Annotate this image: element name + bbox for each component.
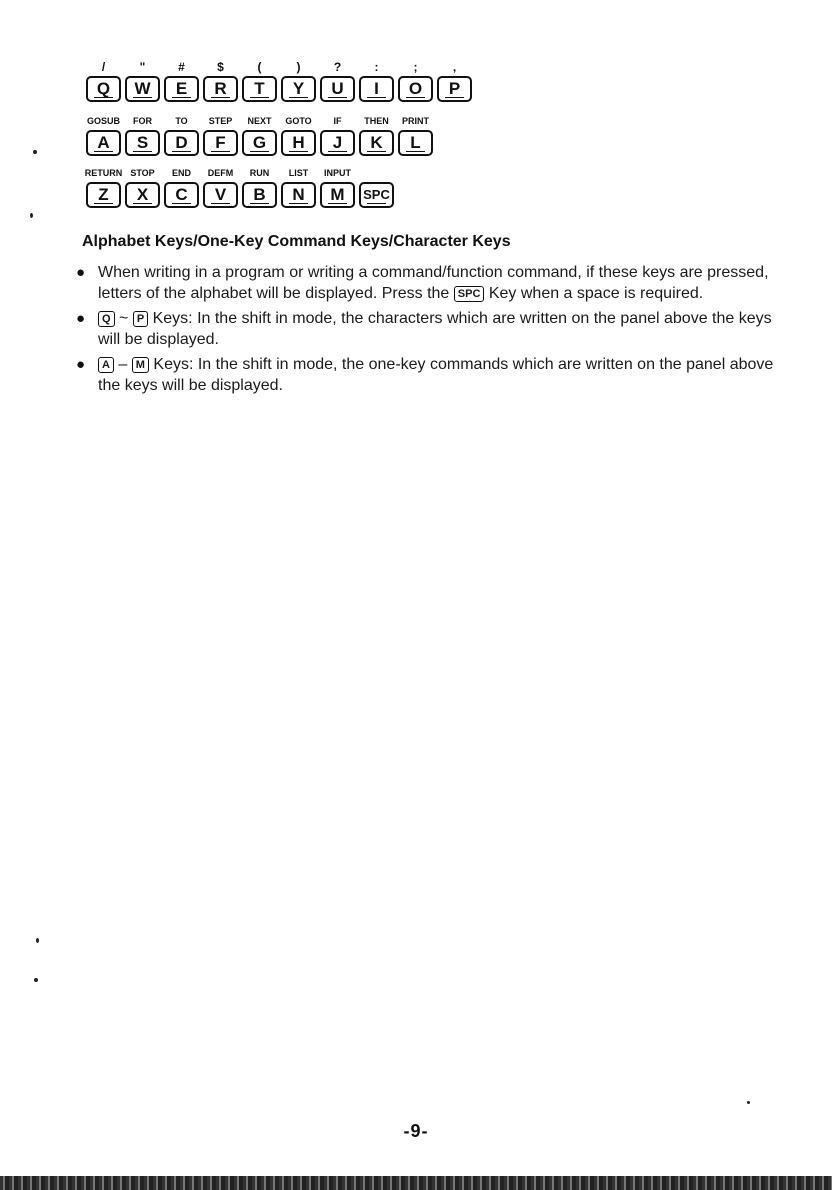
key-shift-label: END	[171, 168, 191, 178]
key-cell	[240, 58, 279, 102]
range-separator: –	[118, 356, 128, 373]
key-cell	[240, 164, 279, 208]
bullet-text: Keys: In the shift in mode, the characters which are written on the panel above the keys will be displayed.	[98, 310, 772, 348]
key-shift-label: NEXT	[247, 116, 272, 126]
key-cell	[201, 58, 240, 102]
key-shift-label: (	[257, 60, 262, 74]
key-shift-label: /	[101, 60, 106, 74]
key-cell	[318, 112, 357, 156]
key-a: A	[86, 130, 121, 156]
key-cell	[84, 164, 123, 208]
key-cell	[396, 58, 435, 102]
key-s: S	[125, 130, 160, 156]
bullet-item-character-keys	[76, 308, 786, 350]
key-q: Q	[86, 76, 121, 102]
key-y: Y	[281, 76, 316, 102]
key-r: R	[203, 76, 238, 102]
key-p: P	[437, 76, 472, 102]
scan-speck	[30, 213, 33, 218]
key-spc: SPC	[359, 182, 394, 208]
key-shift-label: ,	[452, 60, 457, 74]
key-cell	[162, 58, 201, 102]
key-cell	[435, 58, 474, 102]
key-g: G	[242, 130, 277, 156]
section-heading: Alphabet Keys/One-Key Command Keys/Character Keys	[82, 233, 511, 250]
key-d: D	[164, 130, 199, 156]
key-cell	[240, 112, 279, 156]
key-o: O	[398, 76, 433, 102]
q-key-icon: Q	[98, 311, 115, 327]
key-cell	[357, 164, 396, 208]
m-key-icon: M	[132, 357, 149, 373]
key-cell	[123, 164, 162, 208]
key-k: K	[359, 130, 394, 156]
bullet-item-alphabet	[76, 262, 786, 304]
key-shift-label: THEN	[364, 116, 389, 126]
key-shift-label: GOSUB	[86, 116, 120, 126]
key-shift-label: RUN	[249, 168, 270, 178]
keyboard-row-3	[84, 164, 396, 208]
key-shift-label: GOTO	[285, 116, 312, 126]
key-cell	[318, 58, 357, 102]
key-j: J	[320, 130, 355, 156]
a-key-icon: A	[98, 357, 114, 373]
key-shift-label: :	[374, 60, 379, 74]
key-v: V	[203, 182, 238, 208]
key-cell	[357, 112, 396, 156]
key-n: N	[281, 182, 316, 208]
key-shift-label: $	[217, 60, 224, 74]
key-cell	[201, 112, 240, 156]
key-cell	[162, 164, 201, 208]
key-cell	[84, 58, 123, 102]
p-key-icon: P	[133, 311, 148, 327]
bullet-list	[76, 262, 786, 400]
scan-speck	[33, 150, 37, 154]
bullet-dot-icon: ●	[76, 264, 86, 281]
scan-speck	[34, 978, 38, 982]
key-cell	[279, 58, 318, 102]
key-l: L	[398, 130, 433, 156]
bullet-dot-icon: ●	[76, 310, 86, 327]
bullet-text: Keys: In the shift in mode, the one-key commands which are written on the panel above the keys will be displayed.	[98, 356, 774, 394]
key-cell	[318, 164, 357, 208]
key-shift-label: STOP	[130, 168, 155, 178]
key-c: C	[164, 182, 199, 208]
key-shift-label: INPUT	[324, 168, 351, 178]
key-x: X	[125, 182, 160, 208]
bullet-text: Key when a space is required.	[488, 285, 704, 302]
scan-edge-strip	[0, 1176, 832, 1190]
key-cell	[396, 112, 435, 156]
key-shift-label: LIST	[288, 168, 309, 178]
key-t: T	[242, 76, 277, 102]
key-shift-label: PRINT	[402, 116, 429, 126]
key-m: M	[320, 182, 355, 208]
key-shift-label: DEFM	[207, 168, 234, 178]
key-cell	[123, 58, 162, 102]
key-cell	[357, 58, 396, 102]
spc-key-icon: SPC	[454, 286, 485, 302]
key-shift-label: IF	[333, 116, 342, 126]
key-shift-label: FOR	[133, 116, 152, 126]
key-z: Z	[86, 182, 121, 208]
bullet-text: When writing in a program or writing a command/function command, if these keys are pressed, letters of the alphabet will be displayed. Press the	[98, 264, 769, 302]
bullet-dot-icon: ●	[76, 356, 86, 373]
key-u: U	[320, 76, 355, 102]
key-w: W	[125, 76, 160, 102]
key-e: E	[164, 76, 199, 102]
key-shift-label: RETURN	[84, 168, 123, 178]
key-shift-label: TO	[175, 116, 188, 126]
key-shift-label: ;	[413, 60, 418, 74]
key-cell	[279, 164, 318, 208]
key-shift-label: #	[178, 60, 185, 74]
key-shift-label: )	[296, 60, 301, 74]
key-shift-label: "	[139, 60, 146, 74]
bullet-item-one-key-commands	[76, 354, 786, 396]
range-separator: ~	[119, 310, 129, 327]
key-cell	[201, 164, 240, 208]
page-number: -9-	[403, 1121, 429, 1141]
key-b: B	[242, 182, 277, 208]
key-i: I	[359, 76, 394, 102]
key-f: F	[203, 130, 238, 156]
keyboard-row-2	[84, 112, 435, 156]
keyboard-row-1	[84, 58, 474, 102]
key-shift-label: ?	[333, 60, 342, 74]
scan-speck	[747, 1101, 750, 1104]
key-cell	[123, 112, 162, 156]
key-cell	[84, 112, 123, 156]
scan-speck	[36, 938, 39, 943]
key-shift-label: STEP	[208, 116, 233, 126]
key-cell	[162, 112, 201, 156]
key-h: H	[281, 130, 316, 156]
key-cell	[279, 112, 318, 156]
